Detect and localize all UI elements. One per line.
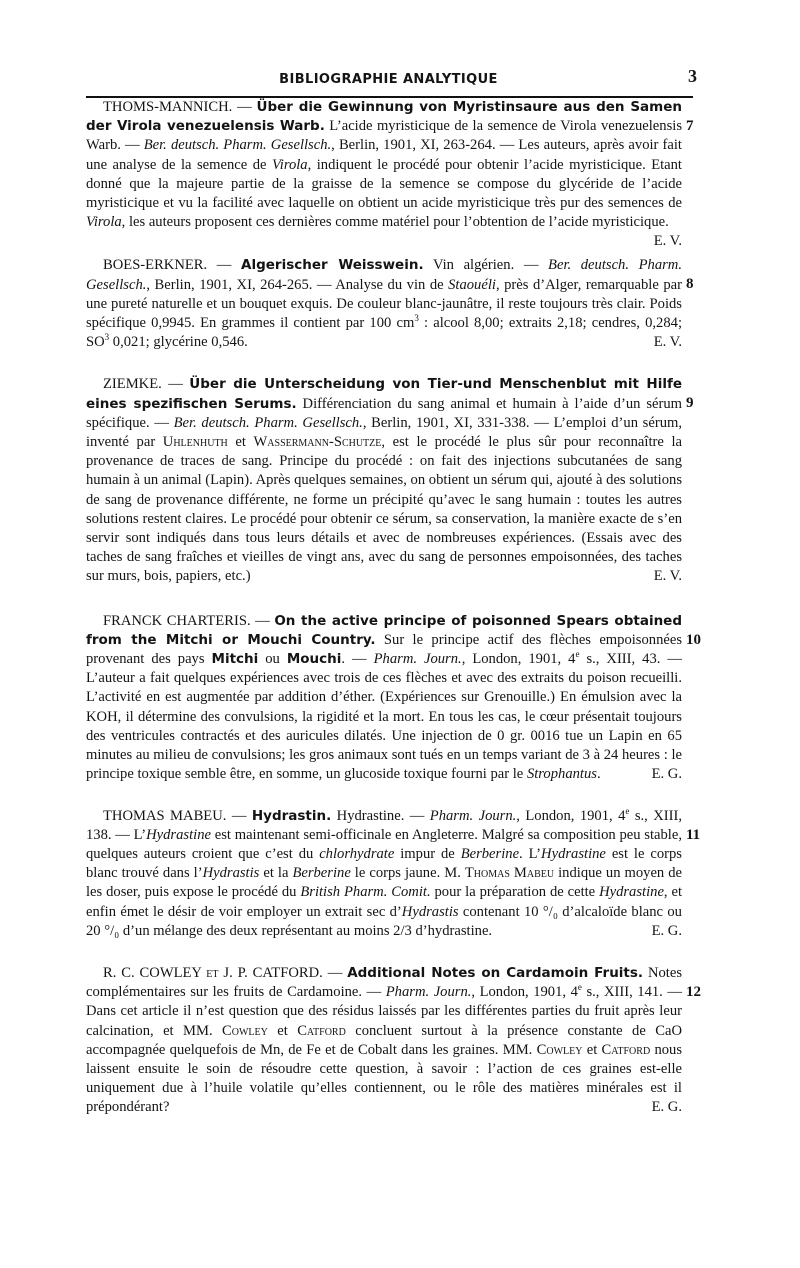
entry-source: Ber. deutsch. Pharm. Gesellsch. (143, 137, 332, 154)
entry-author: THOMS-MANNICH. (103, 99, 233, 115)
entry-text: THOMAS MABEU. — Hydrastin. Hydrastine. — Pharm. Journ., London, 1901, 4e s., XIII, 138. — L’Hydrastine est maintenant semi-officinale en Angleterre. Malgré sa composition peu stable, quelques auteurs croient que c’est du chlorhydrate impur de Berberine. L’Hydrastine est le corps blanc trouvé dans l’Hydrastis et la Berberine le corps jaune. M. Thomas Mabeu indique un moyen de les doser, puis expose le procédé du British Pharm. Comit. pour la préparation de cette Hydrastine, et enfin émet le désir de voir employer un extrait sec d’Hydrastis contenant 10 °/₀ d’alcaloïde blanc ou 20 °/₀ d’un mélange des deux représentant au moins 2/3 d’hydrastine. E. G. (86, 807, 682, 941)
entry-number: 9 (686, 395, 694, 412)
entry-source: Ber. deutsch. Pharm. Gesellsch. (86, 257, 682, 293)
page-header (86, 66, 697, 96)
entry-title: Über die Gewinnung von Myristinsaure aus den Samen der Virola venezuelensis Warb. (86, 99, 682, 135)
bibliography-entry (86, 805, 701, 941)
entry-author: BOES-ERKNER. (103, 257, 208, 274)
entry-text: ZIEMKE. — Über die Unterscheidung von Tier-und Menschenblut mit Hilfe eines spezifischen Serums. Différenciation du sang animal et humain à l’aide d’un sérum spécifique. — Ber. deutsch. Pharm. Gesellsch., Berlin, 1901, XI, 331-338. — L’emploi d’un sérum, inventé par Uhlenhuth et Wassermann-Schutze, est le procédé le plus sûr pour reconnaître la provenance de traces de sang. Principe du procédé : on fait des injections subcutanées de sang humain à un animal (Lapin). Après quelques semaines, on obtient un sérum qui, ajouté à des solutions de sang de provenance différente, ne forme un précipité qu’avec le sang humain : toutes les autres solutions restent claires. Le procédé pour obtenir ce sérum, sa conservation, la manière exacte de s’en servir sont indiqués dans tous leurs détails et avec de nombreuses expériences. (Essais avec des taches de sang fraîches et vieilles de vingt ans, avec du sang de personnes empoisonnées, des taches sur murs, bois, papiers, etc.) E. V. (86, 375, 682, 586)
entry-author: FRANCK CHARTERIS. (103, 612, 251, 629)
entry-author: R. C. COWLEY et J. P. CATFORD. (103, 964, 323, 981)
entry-title: On the active principe of poisonned Spears obtained from the Mitchi or Mouchi Country. (86, 612, 682, 648)
entry-number: 12 (686, 983, 701, 1000)
entry-signature: E. G. (651, 766, 682, 783)
page-number: 3 (688, 66, 697, 86)
entry-number: 11 (686, 826, 701, 843)
entry-number: 10 (686, 631, 701, 648)
bibliography-entries (86, 98, 701, 1118)
entry-number: 7 (686, 118, 694, 134)
entry-signature: E. V. (653, 568, 682, 585)
entry-author: THOMAS MABEU. (103, 807, 227, 824)
bibliography-entry (86, 612, 701, 785)
entry-title: Additional Notes on Cardamoin Fruits. (347, 964, 644, 981)
bibliography-entry (86, 98, 694, 250)
running-title: BIBLIOGRAPHIE ANALYTIQUE (279, 72, 498, 87)
entry-source: Pharm. Journ. (373, 651, 462, 668)
entry-text: THOMS-MANNICH. — Über die Gewinnung von Myristinsaure aus den Samen der Virola venezuelensis Warb. L’acide myristicique de la semence de Virola venezuelensis Warb. — Ber. deutsch. Pharm. Gesellsch., Berlin, 1901, XI, 263-264. — Les auteurs, après avoir fait une analyse de la semence de Virola, indiquent le procédé pour obtenir l’acide myristicique. Etant donné que la majeure partie de la graisse de la semence se compose du glycéride de l’acide myristicique et vu la facilité avec laquelle on obtient un acide myristicique très pur des semences de Virola, les auteurs proposent ces dernières comme matériel pour l’obtention de l’acide myristicique. E. V. (86, 98, 682, 232)
entry-title: Hydrastin. (251, 807, 332, 824)
entry-text: BOES-ERKNER. — Algerischer Weisswein. Vin algérien. — Ber. deutsch. Pharm. Gesellsch., Berlin, 1901, XI, 264-265. — Analyse du vin de Staouéli, près d’Alger, remarquable par une pureté naturelle et un bouquet exquis. De couleur blanc-jaunâtre, il reste toujours très clair. Poids spécifique 0,9945. En grammes il contient par 100 $cm^3$ : alcool 8,00; extraits 2,18; cendres, 0,284; $SO^3$ 0,021; glycérine 0,546. E. V. (86, 256, 682, 352)
bibliography-entry (86, 964, 701, 1118)
entry-signature: E. G. (651, 1099, 682, 1116)
entry-signature: E. G. (651, 922, 682, 939)
entry-text: FRANCK CHARTERIS. — On the active principe of poisonned Spears obtained from the Mitchi or Mouchi Country. Sur le principe actif des flèches empoisonnées provenant des pays Mitchi ou Mouchi. — Pharm. Journ., London, 1901, 4e s., XIII, 43. — L’auteur a fait quelques expériences avec trois de ces flèches et avec des extraits du poison recueilli. L’activité en est augmentée par addition d’éther. (Expériences sur Grenouille.) En émulsion avec la KOH, il détermine des convulsions, la rigidité et la mort. En tous les cas, le cœur présentait toujours des ventricules contractés et des auricules dilatés. Une injection de 0 gr. 0016 tue un Lapin en 65 minutes au milieu de convulsions; les gros animaux sont tués en un temps variant de 3 à 24 heures : le principe toxique semble être, en somme, un glucoside toxique fourni par le Strophantus. E. G. (86, 612, 682, 785)
entry-source: Ber. deutsch. Pharm. Gesellsch. (173, 414, 363, 431)
entry-number: 8 (686, 276, 694, 293)
entry-title: Über die Unterscheidung von Tier-und Menschenblut mit Hilfe eines spezifischen Serums. (86, 376, 683, 412)
entry-signature: E. V. (653, 334, 682, 351)
entry-title: Algerischer Weisswein. (241, 257, 424, 274)
entry-signature: E. V. (653, 233, 682, 250)
bibliography-entry (86, 256, 694, 352)
entry-source: Pharm. Journ. (385, 984, 472, 1001)
entry-author: ZIEMKE. (103, 376, 162, 393)
bibliography-entry (86, 375, 694, 586)
entry-source: Pharm. Journ. (429, 807, 517, 824)
entry-text: R. C. COWLEY et J. P. CATFORD. — Additional Notes on Cardamoin Fruits. Notes complémentaires sur les fruits de Cardamoine. — Pharm. Journ., London, 1901, 4e s., XIII, 141. — Dans cet article il n’est question que des résidus laissés par les différentes parties du fruit après leur calcination, et MM. Cowley et Catford concluent surtout à la présence constante de CaO accompagnée quelquefois de Mn, de Fe et de Cobalt dans les graines. MM. Cowley et Catford nous laissent ensuite le soin de résoudre cette question, à savoir : l’action de ces graines est-elle uniquement due à l’huile volatile qu’elles contiennent, ou le rôle des matières minérales est il prépondérant? E. G. (86, 964, 682, 1118)
